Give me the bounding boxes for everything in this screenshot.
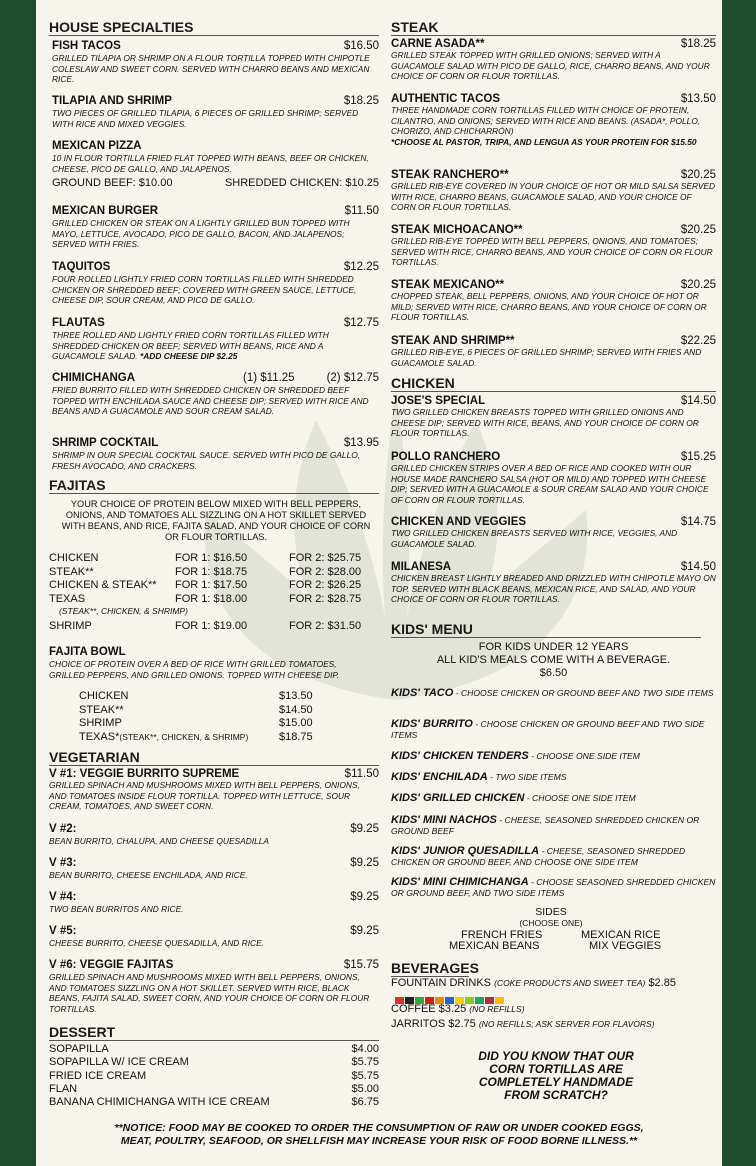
bowl-option-name: TEXAS*(STEAK**, CHICKEN, & SHRIMP) — [79, 730, 249, 743]
fajita-row-name: SHRIMP — [49, 620, 92, 632]
section-beverages: BEVERAGES — [391, 960, 479, 976]
item-price: (2) $12.75 — [326, 372, 379, 384]
item-desc: FRIED BURRITO FILLED WITH SHREDDED CHICKEN OR SHREDDED BEEF TOPPED WITH ENCHILADA SAUCE AND CHEESE DIP; SERVED WITH RICE AND BEANS AND A GUACAMOLE AND SOUR CREAM SALAD. — [52, 385, 369, 416]
bowl-option-name: CHICKEN — [79, 690, 129, 702]
item-price: $11.50 — [344, 768, 379, 780]
item-desc: GRILLED RIB-EYE COVERED IN YOUR CHOICE OF HOT OR MILD SALSA SERVED WITH RICE, CHARRO BEANS, GUACAMOLE SALAD, AND YOUR CHOICE OF CORN OR FLOUR TORTILLAS. — [391, 181, 716, 212]
item-price: $20.25 — [680, 279, 716, 291]
item-price: $20.25 — [680, 224, 716, 236]
kids-item-desc: - CHOOSE ONE SIDE ITEM — [524, 793, 636, 803]
item-desc: GRILLED SPINACH AND MUSHROOMS MIXED WITH BELL PEPPERS, ONIONS, AND TOMATOES INSIDE FLOUR TORTILLA. TOPPED WITH LETTUCE, SOUR CREAM, TOMATOES, AND SWEET CORN. — [49, 780, 360, 811]
kids-item-name: KIDS' MINI CHIMICHANGA — [391, 876, 529, 888]
tortilla-promo: DID YOU KNOW THAT OUR CORN TORTILLAS ARE COMPLETELY HANDMADE FROM SCRATCH? — [478, 1049, 634, 1102]
item-price: $11.50 — [344, 205, 379, 217]
cheese-dip-note: *ADD CHEESE DIP $2.25 — [139, 351, 238, 361]
kids-item-name: KIDS' MINI NACHOS — [391, 814, 497, 826]
fajita-row-name: TEXAS — [49, 592, 86, 605]
item-price: $9.25 — [350, 925, 379, 937]
section-house-specialties: HOUSE SPECIALTIES — [49, 19, 379, 36]
item-name: V #6: VEGGIE FAJITAS — [49, 959, 174, 971]
item-desc: GRILLED CHICKEN OR STEAK ON A LIGHTLY GRILLED BUN TOPPED WITH MAYO, LETTUCE, AVOCADO, PICO DE GALLO, BACON, AND JALAPENOS; SERVED WITH FRIES. — [52, 218, 350, 249]
item-name: V #4: — [49, 891, 77, 903]
item-price: $12.75 — [343, 317, 379, 329]
item-desc: BEAN BURRITO, CHEESE ENCHILADA, AND RICE. — [49, 870, 248, 880]
item-desc: GRILLED TILAPIA OR SHRIMP ON A FLOUR TORTILLA TOPPED WITH CHIPOTLE COLESLAW AND SWEET CORN. SERVED WITH CHARRO BEANS AND MEXICAN RICE. — [52, 53, 370, 84]
sides-block: SIDES (CHOOSE ONE) — [519, 906, 583, 928]
kids-item-desc: - CHEESE, SEASONED SHREDDED CHICKEN OR GROUND BEEF, AND CHOOSE ONE SIDE ITEM — [391, 846, 686, 867]
kids-item-name: KIDS' TACO — [391, 687, 454, 699]
food-safety-notice: **NOTICE: FOOD MAY BE COOKED TO ORDER THE CONSUMPTION OF RAW OR UNDER COOKED EGGS, MEAT, POULTRY, SEAFOOD, OR SHELLFISH MAY INCREASE YOUR RISK OF FOOD BORNE ILLNESS.** — [114, 1122, 644, 1147]
item-desc: GRILLED SPINACH AND MUSHROOMS MIXED WITH BELL PEPPERS, ONIONS, AND TOMATOES SIZZLING ON A HOT SKILLET. SERVED WITH RICE, BLACK BEANS, FAJITA SALAD, SWEET CORN, AND YOUR CHOICE OF CORN OR FLOUR TORTILLAS. — [49, 972, 370, 1014]
fajita-row-price: FOR 1: $17.50 — [175, 579, 248, 591]
fajita-row-name: STEAK** — [49, 565, 94, 578]
item-price: (1) $11.25 — [243, 372, 295, 384]
bowl-option-price: $18.75 — [279, 730, 313, 743]
item-desc: THREE ROLLED AND LIGHTLY FRIED CORN TORTILLAS FILLED WITH SHREDDED CHICKEN OR BEEF; SERVED WITH BEANS, RICE AND A GUACAMOLE SALAD. *ADD CHEESE DIP $2.25 — [52, 330, 329, 361]
item-name: STEAK AND SHRIMP** — [391, 335, 515, 347]
pizza-option: SHREDDED CHICKEN: $10.25 — [224, 177, 379, 189]
item-name: TILAPIA AND SHRIMP — [52, 95, 172, 107]
kids-item-desc: - TWO SIDE ITEMS — [487, 772, 567, 782]
item-desc: GRILLED RIB-EYE TOPPED WITH BELL PEPPERS, ONIONS, AND TOMATOES; SERVED WITH RICE, CHARRO BEANS, AND YOUR CHOICE OF CORN OR FLOUR TORTILLAS. — [391, 236, 713, 267]
section-kids-menu: KIDS' MENU — [391, 621, 701, 638]
kids-intro: FOR KIDS UNDER 12 YEARS ALL KID'S MEALS COME WITH A BEVERAGE. $6.50 — [436, 641, 671, 679]
pizza-option: GROUND BEEF: $10.00 — [52, 177, 173, 189]
item-price: $15.25 — [680, 451, 716, 463]
fajita-row-price: FOR 1: $19.00 — [175, 620, 248, 632]
kids-item-desc: - CHEESE, SEASONED SHREDDED CHICKEN OR GROUND BEEF — [391, 815, 700, 836]
item-desc: 10 IN FLOUR TORTILLA FRIED FLAT TOPPED WITH BEANS, BEEF OR CHICKEN, CHEESE, PICO DE GALLO, AND JALAPENOS. — [52, 153, 369, 174]
item-name: FLAUTAS — [52, 317, 105, 329]
section-fajitas: FAJITAS — [49, 477, 379, 494]
kids-item — [391, 772, 716, 783]
fajita-row-price: FOR 1: $18.75 — [175, 565, 248, 578]
item-name: FISH TACOS — [52, 40, 121, 52]
section-vegetarian: VEGETARIAN — [49, 749, 379, 766]
item-name: MILANESA — [391, 561, 452, 573]
texas-sub-note: (STEAK**, CHICKEN, & SHRIMP) — [119, 731, 249, 742]
section-steak: STEAK — [391, 19, 716, 36]
item-name: SHRIMP COCKTAIL — [52, 437, 159, 449]
side-item: FRENCH FRIES — [461, 929, 543, 941]
item-desc: SHRIMP IN OUR SPECIAL COCKTAIL SAUCE. SERVED WITH PICO DE GALLO, FRESH AVOCADO, AND CRACKERS. — [52, 450, 361, 471]
side-item: MIX VEGGIES — [589, 940, 662, 952]
item-desc: CHICKEN BREAST LIGHTLY BREADED AND DRIZZLED WITH CHIPOTLE MAYO ON TOP. SERVED WITH BLACK BEANS, MEXICAN RICE, AND SALAD, AND YOUR CHOICE OF CORN OR FLOUR TORTILLAS. — [391, 573, 716, 604]
side-item: MEXICAN RICE — [581, 929, 661, 941]
kids-item-desc: - CHOOSE ONE SIDE ITEM — [528, 751, 640, 761]
dessert-price: $5.75 — [351, 1056, 379, 1069]
item-desc: CHEESE BURRITO, CHEESE QUESADILLA, AND RICE. — [49, 938, 265, 948]
fajita-row-price: FOR 2: $28.75 — [289, 592, 362, 605]
item-name: FAJITA BOWL — [49, 646, 126, 658]
item-price: $12.25 — [343, 261, 379, 273]
item-desc: GRILLED RIB-EYE, 6 PIECES OF GRILLED SHRIMP; SERVED WITH FRIES AND GUACAMOLE SALAD. — [391, 347, 702, 368]
section-chicken: CHICKEN — [391, 375, 716, 392]
fajita-row-price: FOR 1: $18.00 — [175, 592, 248, 605]
item-name: CHIMICHANGA — [52, 372, 136, 384]
item-name: JOSE'S SPECIAL — [391, 395, 486, 407]
item-price: $14.50 — [680, 395, 716, 407]
beverage-line: COFFEE $3.25 (NO REFILLS) — [391, 1003, 525, 1015]
item-name: MEXICAN PIZZA — [52, 140, 142, 152]
bowl-option-price: $15.00 — [279, 717, 313, 729]
kids-item-desc: - CHOOSE SEASONED SHREDDED CHICKEN OR GROUND BEEF, AND TWO SIDE ITEMS — [391, 877, 716, 898]
item-desc: CHOPPED STEAK, BELL PEPPERS, ONIONS, AND YOUR CHOICE OF HOT OR MILD; SERVED WITH RICE, CHARRO BEANS, AND YOUR CHOICE OF CORN OR FLOUR TORTILLAS. — [391, 291, 707, 322]
item-price: $13.95 — [343, 437, 379, 449]
bowl-option-name: STEAK** — [79, 703, 124, 716]
item-price: $18.25 — [680, 38, 716, 50]
item-name: CARNE ASADA** — [391, 38, 485, 50]
dessert-price: $5.75 — [351, 1069, 379, 1082]
item-price: $9.25 — [350, 857, 379, 869]
kids-item — [391, 877, 716, 898]
item-name: V #3: — [49, 857, 77, 869]
item-desc: TWO BEAN BURRITOS AND RICE. — [49, 904, 184, 914]
item-price: $14.50 — [680, 561, 716, 573]
item-price: $9.25 — [350, 891, 379, 903]
dessert-price: $4.00 — [351, 1043, 379, 1055]
kids-item-desc: - CHOOSE CHICKEN OR GROUND BEEF AND TWO SIDE ITEMS — [453, 688, 714, 698]
fajitas-intro: YOUR CHOICE OF PROTEIN BELOW MIXED WITH BELL PEPPERS, ONIONS, AND TOMATOES ALL SIZZLING ON A HOT SKILLET SERVED WITH BEANS, AND RICE, FAJITA SALAD, AND YOUR CHOICE OF CORN OR FLOUR TORTILLAS. — [61, 499, 371, 542]
fajita-row-name: CHICKEN — [49, 552, 99, 564]
kids-item — [391, 815, 716, 836]
dessert-price: $6.75 — [351, 1096, 379, 1109]
item-desc: GRILLED STEAK TOPPED WITH GRILLED ONIONS; SERVED WITH A GUACAMOLE SALAD WITH PICO DE GALLO, RICE, CHARRO BEANS, AND YOUR CHOICE OF CORN OR FLOUR TORTILLAS. — [391, 50, 710, 81]
protein-note: *CHOOSE AL PASTOR, TRIPA, AND LENGUA AS YOUR PROTEIN FOR $15.50 — [391, 136, 697, 147]
fajita-row-name: CHICKEN & STEAK** — [49, 579, 157, 591]
kids-item-name: KIDS' BURRITO — [391, 718, 473, 730]
kids-item — [391, 719, 716, 740]
fajita-row-price: FOR 2: $26.25 — [289, 579, 362, 591]
item-name: V #1: VEGGIE BURRITO SUPREME — [49, 768, 240, 780]
kids-item-name: KIDS' GRILLED CHICKEN — [391, 792, 525, 804]
item-name: AUTHENTIC TACOS — [391, 93, 501, 105]
kids-item-name: KIDS' JUNIOR QUESADILLA — [391, 845, 540, 857]
kids-item — [391, 793, 716, 804]
item-price: $18.25 — [343, 95, 379, 107]
texas-note: (STEAK**, CHICKEN, & SHRIMP) — [59, 606, 188, 616]
item-name: STEAK MICHOACANO** — [391, 224, 523, 236]
item-desc: TWO GRILLED CHICKEN BREASTS TOPPED WITH GRILLED ONIONS AND CHEESE DIP; SERVED WITH RICE, BEANS, AND YOUR CHOICE OF CORN OR FLOUR TORTILLAS. — [391, 407, 699, 438]
fajita-row-price: FOR 2: $25.75 — [289, 552, 362, 564]
item-name: STEAK RANCHERO** — [391, 169, 509, 181]
item-desc: TWO GRILLED CHICKEN BREASTS SERVED WITH RICE, VEGGIES, AND GUACAMOLE SALAD. — [391, 528, 678, 549]
fajita-row-price: FOR 2: $28.00 — [289, 565, 362, 578]
kids-item — [391, 688, 716, 699]
bowl-option-price: $14.50 — [279, 703, 313, 716]
section-dessert: DESSERT — [49, 1024, 379, 1041]
beverage-line: FOUNTAIN DRINKS (COKE PRODUCTS AND SWEET TEA) $2.85 — [391, 977, 676, 989]
kids-item-name: KIDS' CHICKEN TENDERS — [391, 750, 529, 762]
item-name: V #5: — [49, 925, 77, 937]
item-price: $22.25 — [680, 335, 716, 347]
dessert-name: SOPAPILLA W/ ICE CREAM — [49, 1056, 189, 1069]
item-price: $14.75 — [680, 516, 716, 528]
item-price: $16.50 — [343, 40, 379, 52]
side-item: MEXICAN BEANS — [449, 940, 540, 952]
item-desc: TWO PIECES OF GRILLED TILAPIA, 6 PIECES OF GRILLED SHRIMP; SERVED WITH RICE AND MIXED VEGGIES. — [52, 108, 359, 129]
menu-page — [36, 0, 722, 1166]
item-price: $13.50 — [680, 93, 716, 105]
dessert-name: FLAN — [49, 1082, 78, 1095]
item-price: $15.75 — [343, 959, 379, 971]
kids-item — [391, 751, 716, 762]
item-name: V #2: — [49, 823, 77, 835]
dessert-name: FRIED ICE CREAM — [49, 1069, 147, 1082]
item-name: POLLO RANCHERO — [391, 451, 501, 463]
item-name: STEAK MEXICANO** — [391, 279, 505, 291]
item-price: $9.25 — [350, 823, 379, 835]
dessert-price: $5.00 — [351, 1082, 379, 1095]
kids-item — [391, 846, 716, 867]
bowl-option-price: $13.50 — [279, 690, 313, 702]
beverage-line: JARRITOS $2.75 (NO REFILLS; ASK SERVER FOR FLAVORS) — [391, 1018, 655, 1030]
item-price: $20.25 — [680, 169, 716, 181]
kids-item-desc: - CHOOSE CHICKEN OR GROUND BEEF AND TWO SIDE ITEMS — [391, 719, 705, 740]
item-desc: BEAN BURRITO, CHALUPA, AND CHEESE QUESADILLA — [49, 836, 269, 846]
bowl-option-name: SHRIMP — [79, 717, 122, 729]
dessert-name: SOPAPILLA — [49, 1043, 109, 1055]
item-desc: FOUR ROLLED LIGHTLY FRIED CORN TORTILLAS FILLED WITH SHREDDED CHICKEN OR SHREDDED BEEF; COVERED WITH GREEN SAUCE, LETTUCE, CHEESE DIP, SOUR CREAM, AND PICO DE GALLO. — [52, 274, 357, 305]
item-name: MEXICAN BURGER — [52, 205, 159, 217]
item-name: CHICKEN AND VEGGIES — [391, 516, 527, 528]
dessert-name: BANANA CHIMICHANGA WITH ICE CREAM — [49, 1096, 270, 1109]
fajita-row-price: FOR 2: $31.50 — [289, 620, 362, 632]
fajita-row-price: FOR 1: $16.50 — [175, 552, 248, 564]
item-desc: CHOICE OF PROTEIN OVER A BED OF RICE WITH GRILLED TOMATOES, GRILLED PEPPERS, AND GRILLED ONIONS. TOPPED WITH CHEESE DIP. — [49, 659, 340, 680]
item-desc: THREE HANDMADE CORN TORTILLAS FILLED WITH CHOICE OF PROTEIN, CILANTRO, AND ONIONS; SERVED WITH RICE AND BEANS. (ASADA*, POLLO, CHORIZO, AND CHICHARRÓN) *CHOOSE AL PASTOR, TRIPA, AND LENGUA AS YOUR PROTEIN FOR $15.50 — [391, 105, 701, 147]
kids-item-name: KIDS' ENCHILADA — [391, 771, 488, 783]
item-desc: GRILLED CHICKEN STRIPS OVER A BED OF RICE AND COOKED WITH OUR HOUSE MADE RANCHERO SALSA (HOT OR MILD) AND TOPPED WITH CHEESE DIP; SERVED WITH A GUACAMOLE & SOUR CREAM SALAD AND YOUR CHOICE OF CORN OR FLOUR TORTILLAS. — [391, 463, 709, 505]
item-name: TAQUITOS — [52, 261, 111, 273]
